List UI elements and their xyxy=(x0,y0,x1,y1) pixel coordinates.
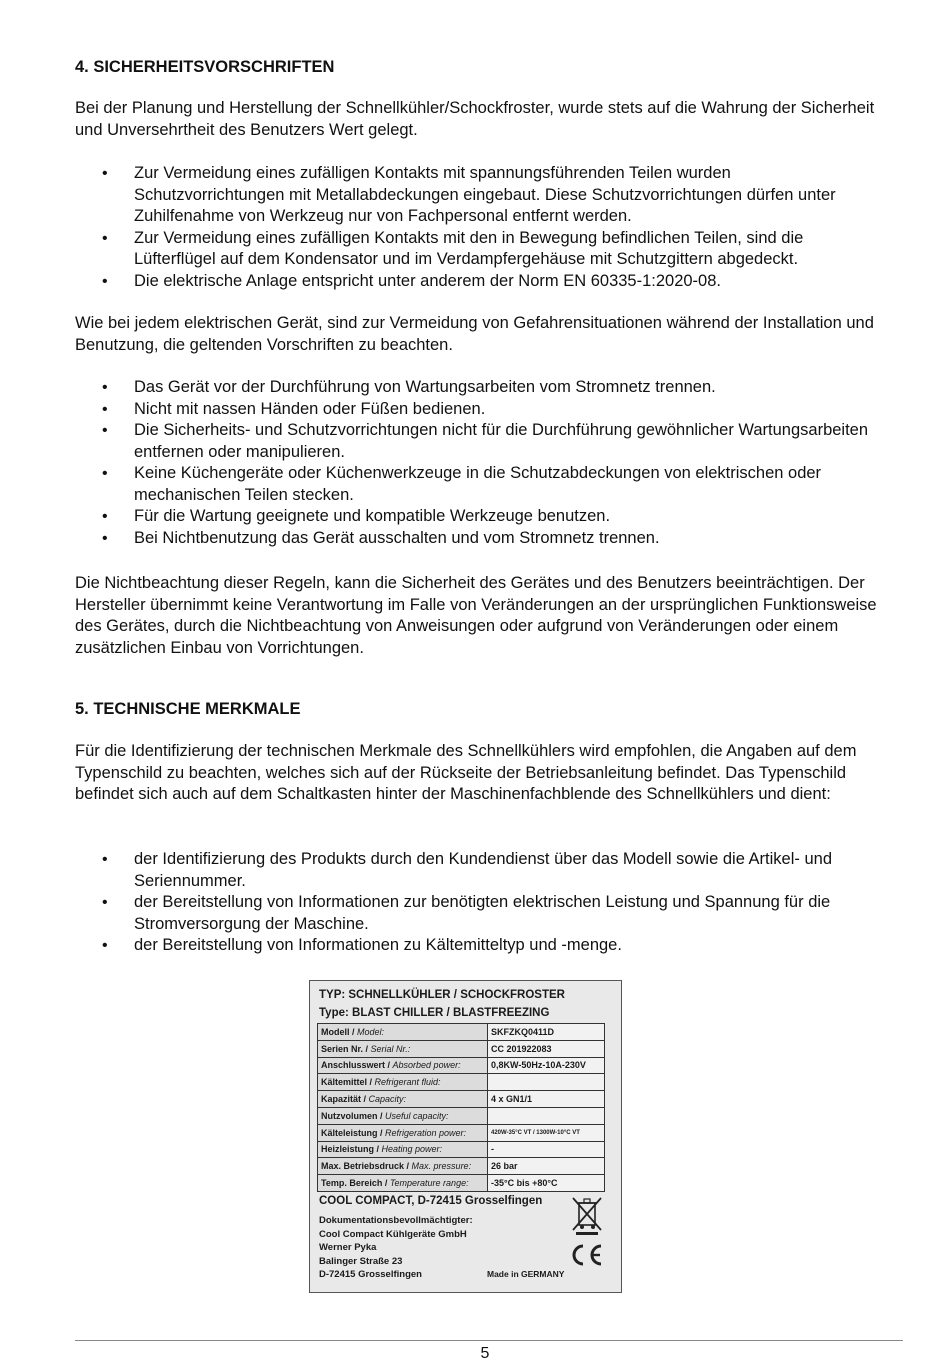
row-label-en: Temperature range: xyxy=(389,1178,469,1189)
table-row xyxy=(318,1024,605,1041)
row-label-de: Nutzvolumen / xyxy=(321,1110,386,1121)
row-label-de: Modell / xyxy=(321,1026,357,1037)
address-line: D-72415 Grosselfingen xyxy=(319,1269,422,1281)
row-label-de: Kapazität / xyxy=(321,1094,369,1105)
row-value: - xyxy=(488,1141,605,1158)
list-item: • der Identifizierung des Produkts durch den Kundendienst über das Modell sowie die Artikel- und Seriennummer. xyxy=(75,849,885,892)
row-label-en: Refrigeration power: xyxy=(385,1127,467,1138)
row-label-en: Heating power: xyxy=(381,1144,443,1155)
section-4-intro: Bei der Planung und Herstellung der Schnellkühler/Schockfroster, wurde stets auf die Wahrung der Sicherheit und Unversehrtheit des Benutzers Wert gelegt. xyxy=(75,99,875,139)
list-item: • Die Sicherheits- und Schutzvorrichtungen nicht für die Durchführung gewöhnlicher Wartungsarbeiten entfernen oder manipulieren. xyxy=(75,420,885,463)
row-label-en: Max. pressure: xyxy=(411,1161,472,1172)
row-label-de: Heizleistung / xyxy=(321,1144,382,1155)
ce-mark-icon xyxy=(568,1243,604,1267)
table-row xyxy=(318,1124,605,1141)
nameplate-type-line: Type: BLAST CHILLER / BLASTFREEZING xyxy=(319,1007,550,1019)
row-value xyxy=(488,1074,605,1091)
list-item: • Zur Vermeidung eines zufälligen Kontakts mit den in Bewegung befindlichen Teilen, sind die Lüfterflügel auf dem Kondensator und im Verdampfergehäuse mit Schutzgittern abgedeckt. xyxy=(75,228,885,271)
made-in-label: Made in GERMANY xyxy=(487,1269,565,1279)
row-value: 26 bar xyxy=(488,1158,605,1175)
list-item: • der Bereitstellung von Informationen zu Kältemitteltyp und -menge. xyxy=(75,935,885,957)
technical-bullet-list xyxy=(75,849,885,957)
list-item: • Keine Küchengeräte oder Küchenwerkzeuge in die Schutzabdeckungen von elektrischen oder mechanischen Teilen stecken. xyxy=(75,463,885,506)
footer-divider xyxy=(75,1340,903,1341)
section-4-paragraph-3: Die Nichtbeachtung dieser Regeln, kann die Sicherheit des Gerätes und des Benutzers beeinträchtigen. Der Hersteller übernimmt keine Verantwortung im Falle von Veränderungen an der ursprünglichen Funktionsweise des Gerätes, durch die Nichtbeachtung von Anweisungen oder aufgrund von Veränderungen oder einem zusätzlichen Einbau von Vorrichtungen. xyxy=(75,574,877,657)
section-5-heading: 5. TECHNISCHE MERKMALE xyxy=(75,700,301,718)
weee-crossed-bin-icon xyxy=(570,1195,604,1235)
table-row xyxy=(318,1158,605,1175)
row-label-en: Absorbed power: xyxy=(392,1060,461,1071)
row-value: -35°C bis +80°C xyxy=(488,1175,605,1192)
row-value: 420W-35°C VT / 1300W-10°C VT xyxy=(488,1124,605,1141)
row-value: CC 201922083 xyxy=(488,1040,605,1057)
row-label-en: Useful capacity: xyxy=(385,1110,449,1121)
nameplate-company: COOL COMPACT, D-72415 Grosselfingen xyxy=(319,1195,543,1207)
row-label-en: Model: xyxy=(357,1026,385,1037)
table-row xyxy=(318,1040,605,1057)
row-value: 4 x GN1/1 xyxy=(488,1091,605,1108)
list-item: • der Bereitstellung von Informationen zur benötigten elektrischen Leistung und Spannung für die Stromversorgung der Maschine. xyxy=(75,892,885,935)
row-value: 0,8KW-50Hz-10A-230V xyxy=(488,1057,605,1074)
list-item: • Zur Vermeidung eines zufälligen Kontakts mit spannungsführenden Teilen wurden Schutzvorrichtungen mit Metallabdeckungen eingebaut. Diese Schutzvorrichtungen dürfen unter Zuhilfenahme von Werkzeug nur von Fachpersonal entfernt werden. xyxy=(75,163,885,228)
table-row xyxy=(318,1175,605,1192)
list-item: • Das Gerät vor der Durchführung von Wartungsarbeiten vom Stromnetz trennen. xyxy=(75,377,885,399)
row-label-de: Anschlusswert / xyxy=(321,1060,393,1071)
row-label-de: Kälteleistung / xyxy=(321,1127,386,1138)
row-value: SKFZKQ0411D xyxy=(488,1024,605,1041)
nameplate-typ-line: TYP: SCHNELLKÜHLER / SCHOCKFROSTER xyxy=(319,989,565,1001)
table-row xyxy=(318,1074,605,1091)
nameplate-spec-table xyxy=(317,1023,605,1192)
nameplate-address xyxy=(319,1214,473,1282)
row-label-en: Serial Nr.: xyxy=(370,1043,411,1054)
address-line: Cool Compact Kühlgeräte GmbH xyxy=(319,1228,467,1240)
row-label-de: Kältemittel / xyxy=(321,1077,375,1088)
list-item: • Die elektrische Anlage entspricht unter anderem der Norm EN 60335-1:2020-08. xyxy=(75,271,885,293)
page-number: 5 xyxy=(480,1345,490,1362)
address-line: Dokumentationsbevollmächtigter: xyxy=(319,1215,473,1226)
list-item: • Für die Wartung geeignete und kompatible Werkzeuge benutzen. xyxy=(75,506,885,528)
table-row xyxy=(318,1107,605,1124)
safety-bullet-list-2 xyxy=(75,377,885,549)
row-label-de: Max. Betriebsdruck / xyxy=(321,1161,412,1172)
section-4-heading: 4. SICHERHEITSVORSCHRIFTEN xyxy=(75,58,335,76)
address-line: Balinger Straße 23 xyxy=(319,1255,403,1267)
section-4-paragraph-2: Wie bei jedem elektrischen Gerät, sind zur Vermeidung von Gefahrensituationen während der Installation und Benutzung, die geltenden Vorschriften zu beachten. xyxy=(75,314,874,354)
list-item: • Bei Nichtbenutzung das Gerät ausschalten und vom Stromnetz trennen. xyxy=(75,528,885,550)
row-label-en: Refrigerant fluid: xyxy=(374,1077,441,1088)
table-row xyxy=(318,1057,605,1074)
address-line: Werner Pyka xyxy=(319,1242,377,1254)
row-label-en: Capacity: xyxy=(368,1094,407,1105)
table-row xyxy=(318,1141,605,1158)
safety-bullet-list-1 xyxy=(75,163,885,292)
section-5-intro: Für die Identifizierung der technischen Merkmale des Schnellkühlers wird empfohlen, die Angaben auf dem Typenschild zu beachten, welches sich auf der Rückseite der Betriebsanleitung befindet. Das Typenschild befindet sich auch auf dem Schaltkasten hinter der Maschinenfachblende des Schnellkühlers und dient: xyxy=(75,742,857,803)
table-row xyxy=(318,1091,605,1108)
list-item: • Nicht mit nassen Händen oder Füßen bedienen. xyxy=(75,399,885,421)
row-label-de: Temp. Bereich / xyxy=(321,1178,390,1189)
row-label-de: Serien Nr. / xyxy=(321,1043,371,1054)
nameplate-image xyxy=(309,980,622,1293)
row-value xyxy=(488,1107,605,1124)
